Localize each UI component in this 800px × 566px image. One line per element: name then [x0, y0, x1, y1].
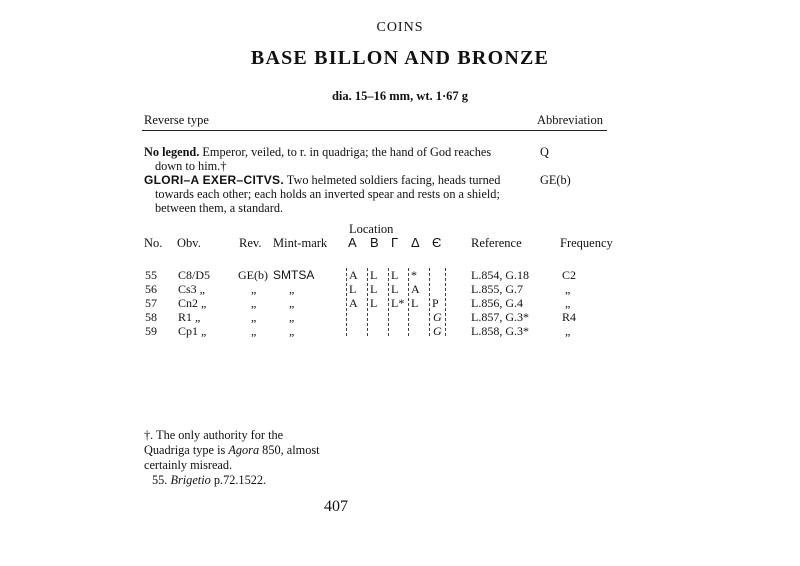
row-mint-mark: „: [289, 282, 295, 296]
footnote-text: 850, almost: [259, 443, 320, 457]
row-obverse: Cs3 „: [178, 282, 205, 296]
type-legend: GLORI–A EXER–CITVS.: [144, 173, 284, 187]
row-location-cell: A: [411, 282, 420, 296]
type-description: [144, 173, 500, 187]
footnote-line: [152, 473, 266, 488]
reverse-type-header: Reverse type: [144, 113, 209, 127]
col-header-rev: Rev.: [239, 236, 262, 250]
coin-specification: dia. 15–16 mm, wt. 1·67 g: [331, 89, 469, 103]
col-header-obv: Obv.: [177, 236, 201, 250]
row-location-cell: G: [433, 324, 442, 338]
footnote-text: 55.: [152, 473, 171, 487]
type-description: [144, 145, 491, 159]
footnote-citation: Brigetio: [170, 473, 211, 487]
row-number: 55: [145, 268, 157, 282]
row-location-cell: L: [349, 282, 357, 296]
type-text-line: down to him.†: [155, 159, 227, 173]
col-header-frequency: Frequency: [560, 236, 613, 250]
type-text-line: Two helmeted soldiers facing, heads turned: [283, 173, 501, 187]
row-frequency: C2: [562, 268, 577, 282]
row-frequency: „: [565, 296, 571, 310]
type-abbreviation: Q: [540, 145, 549, 159]
row-number: 59: [145, 324, 157, 338]
row-reverse: „: [251, 296, 257, 310]
abbreviation-header: Abbreviation: [537, 113, 603, 127]
row-reference: L.858, G.3*: [471, 324, 529, 338]
row-reference: L.855, G.7: [471, 282, 523, 296]
location-divider: [388, 268, 389, 336]
row-location-cell: L: [391, 268, 399, 282]
row-location-cell: L*: [391, 296, 405, 310]
location-letter: A: [348, 235, 357, 250]
row-mint-mark: „: [289, 310, 295, 324]
row-location-cell: L: [370, 268, 378, 282]
location-letter: Δ: [411, 235, 420, 250]
col-header-reference: Reference: [471, 236, 522, 250]
row-location-cell: L: [391, 282, 399, 296]
row-reverse: „: [251, 324, 257, 338]
row-number: 57: [145, 296, 157, 310]
row-mint-mark: SMTSA: [273, 268, 315, 282]
page-number: 407: [324, 498, 348, 515]
row-location-cell: P: [432, 296, 439, 310]
row-location-cell: L: [370, 282, 378, 296]
row-mint-mark: „: [289, 296, 295, 310]
row-location-cell: A: [349, 268, 358, 282]
row-reference: L.857, G.3*: [471, 310, 529, 324]
footnote-text: Quadriga type is: [144, 443, 229, 457]
type-abbreviation: GE(b): [540, 173, 571, 187]
row-frequency: R4: [562, 310, 577, 324]
row-location-cell: L: [411, 296, 419, 310]
row-location-cell: A: [349, 296, 358, 310]
location-divider: [408, 268, 409, 336]
row-obverse: Cn2 „: [178, 296, 207, 310]
header-rule: [142, 130, 607, 131]
running-head: COINS: [376, 20, 424, 35]
location-divider: [367, 268, 368, 336]
row-location-cell: L: [370, 296, 378, 310]
footnote-line: certainly misread.: [144, 458, 233, 472]
footnote-citation: Agora: [228, 443, 260, 457]
row-reference: L.856, G.4: [471, 296, 523, 310]
type-text-line: towards each other; each holds an inverted spear and rests on a shield;: [155, 187, 500, 201]
col-header-no: No.: [144, 236, 163, 250]
row-number: 58: [145, 310, 157, 324]
row-frequency: „: [565, 324, 571, 338]
row-mint-mark: „: [289, 324, 295, 338]
location-letter: B: [370, 235, 379, 250]
location-header: Location: [349, 222, 394, 236]
footnote-line: †. The only authority for the: [144, 428, 284, 442]
location-divider: [445, 268, 446, 336]
row-reverse: „: [251, 310, 257, 324]
type-text-line: between them, a standard.: [155, 201, 284, 215]
type-legend: No legend.: [144, 145, 200, 159]
row-location-cell: G: [433, 310, 442, 324]
row-reference: L.854, G.18: [471, 268, 529, 282]
location-letter: Є: [432, 235, 442, 250]
page-title: BASE BILLON AND BRONZE: [250, 47, 550, 69]
location-letter: Γ: [391, 235, 399, 250]
row-reverse: GE(b): [238, 268, 268, 282]
row-reverse: „: [251, 282, 257, 296]
type-text-line: Emperor, veiled, to r. in quadriga; the hand of God reaches: [199, 145, 492, 159]
row-obverse: Cp1 „: [178, 324, 207, 338]
row-location-cell: *: [411, 268, 417, 282]
footnote-text: p.72.1522.: [210, 473, 267, 487]
row-obverse: R1 „: [178, 310, 201, 324]
location-divider: [346, 268, 347, 336]
col-header-mint-mark: Mint-mark: [273, 236, 328, 250]
row-obverse: C8/D5: [178, 268, 211, 282]
footnote-line: [144, 443, 320, 458]
location-divider: [429, 268, 430, 336]
row-frequency: „: [565, 282, 571, 296]
row-number: 56: [145, 282, 157, 296]
